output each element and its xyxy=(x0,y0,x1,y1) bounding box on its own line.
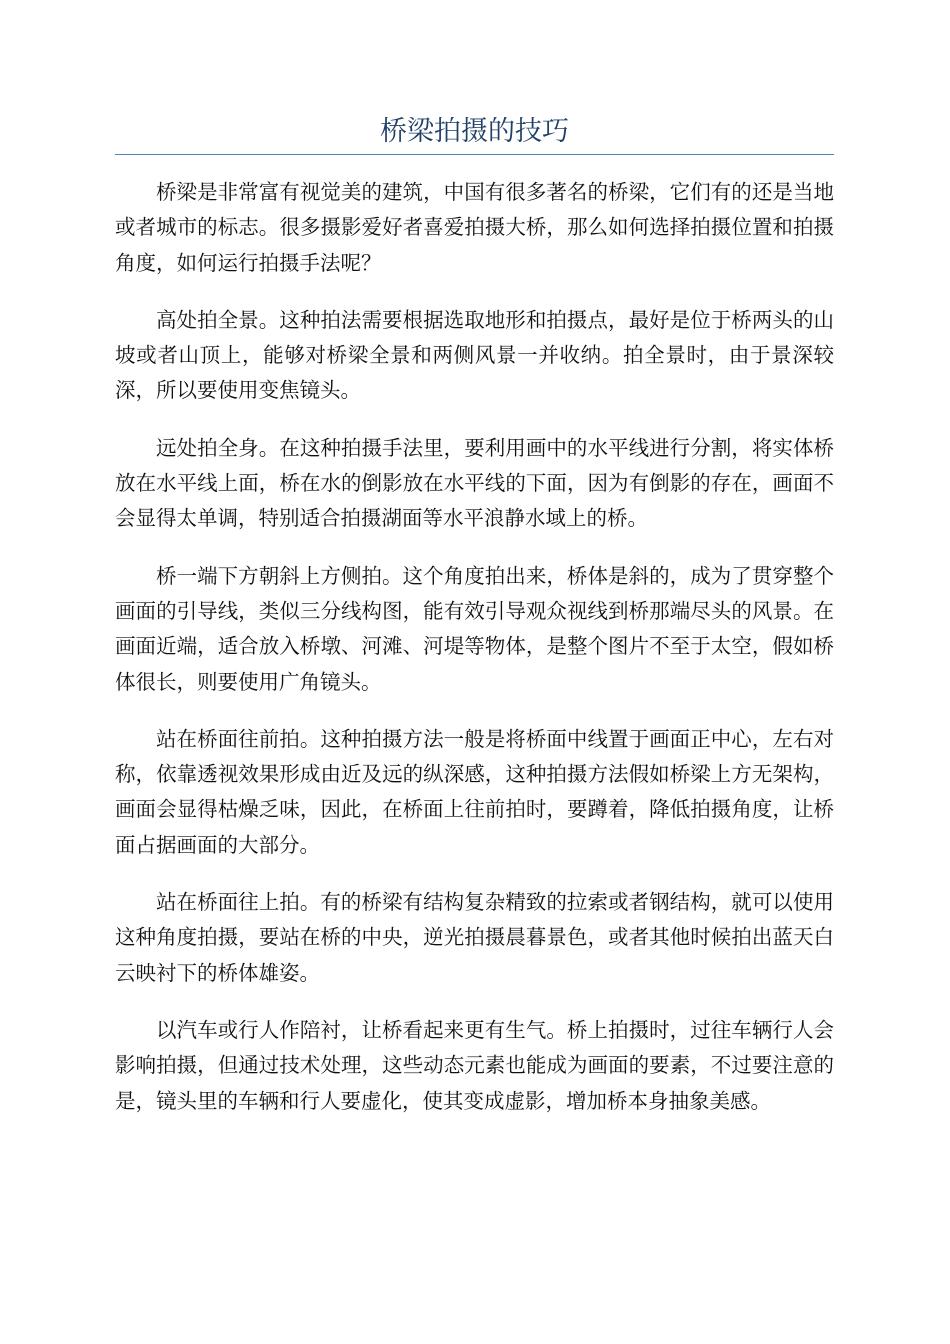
title-underline xyxy=(115,154,834,155)
document-title: 桥梁拍摄的技巧 xyxy=(380,116,569,147)
paragraph-high-panorama: 高处拍全景。这种拍法需要根据选取地形和拍摄点，最好是位于桥两头的山坡或者山顶上，能够对桥梁全景和两侧风景一并收纳。拍全景时，由于景深较深，所以要使用变焦镜头。 xyxy=(115,307,834,403)
paragraph-distant-full: 远处拍全身。在这种拍摄手法里，要利用画中的水平线进行分割，将实体桥放在水平线上面，桥在水的倒影放在水平线的下面，因为有倒影的存在，画面不会显得太单调，特别适合拍摄湖面等水平浪静水域上的桥。 xyxy=(115,435,834,531)
paragraph-traffic-foil: 以汽车或行人作陪衬，让桥看起来更有生气。桥上拍摄时，过往车辆行人会影响拍摄，但通过技术处理，这些动态元素也能成为画面的要素，不过要注意的是，镜头里的车辆和行人要虚化，使其变成虚影，增加桥本身抽象美感。 xyxy=(115,1017,834,1113)
paragraph-forward-shot: 站在桥面往前拍。这种拍摄方法一般是将桥面中线置于画面正中心，左右对称，依靠透视效果形成由近及远的纵深感，这种拍摄方法假如桥梁上方无架构，画面会显得枯燥乏味，因此，在桥面上往前拍时，要蹲着，降低拍摄角度，让桥面占据画面的大部分。 xyxy=(115,726,834,857)
paragraph-intro: 桥梁是非常富有视觉美的建筑，中国有很多著名的桥梁，它们有的还是当地或者城市的标志。很多摄影爱好者喜爱拍摄大桥，那么如何选择拍摄位置和拍摄角度，如何运行拍摄手法呢？ xyxy=(115,180,834,275)
paragraph-upward-shot: 站在桥面往上拍。有的桥梁有结构复杂精致的拉索或者钢结构，就可以使用这种角度拍摄，要站在桥的中央，逆光拍摄晨暮景色，或者其他时候拍出蓝天白云映衬下的桥体雄姿。 xyxy=(115,890,834,985)
paragraph-side-angle: 桥一端下方朝斜上方侧拍。这个角度拍出来，桥体是斜的，成为了贯穿整个画面的引导线，类似三分线构图，能有效引导观众视线到桥那端尽头的风景。在画面近端，适合放入桥墩、河滩、河堤等物体，是整个图片不至于太空，假如桥体很长，则要使用广角镜头。 xyxy=(115,563,834,694)
document-body xyxy=(115,175,834,1141)
